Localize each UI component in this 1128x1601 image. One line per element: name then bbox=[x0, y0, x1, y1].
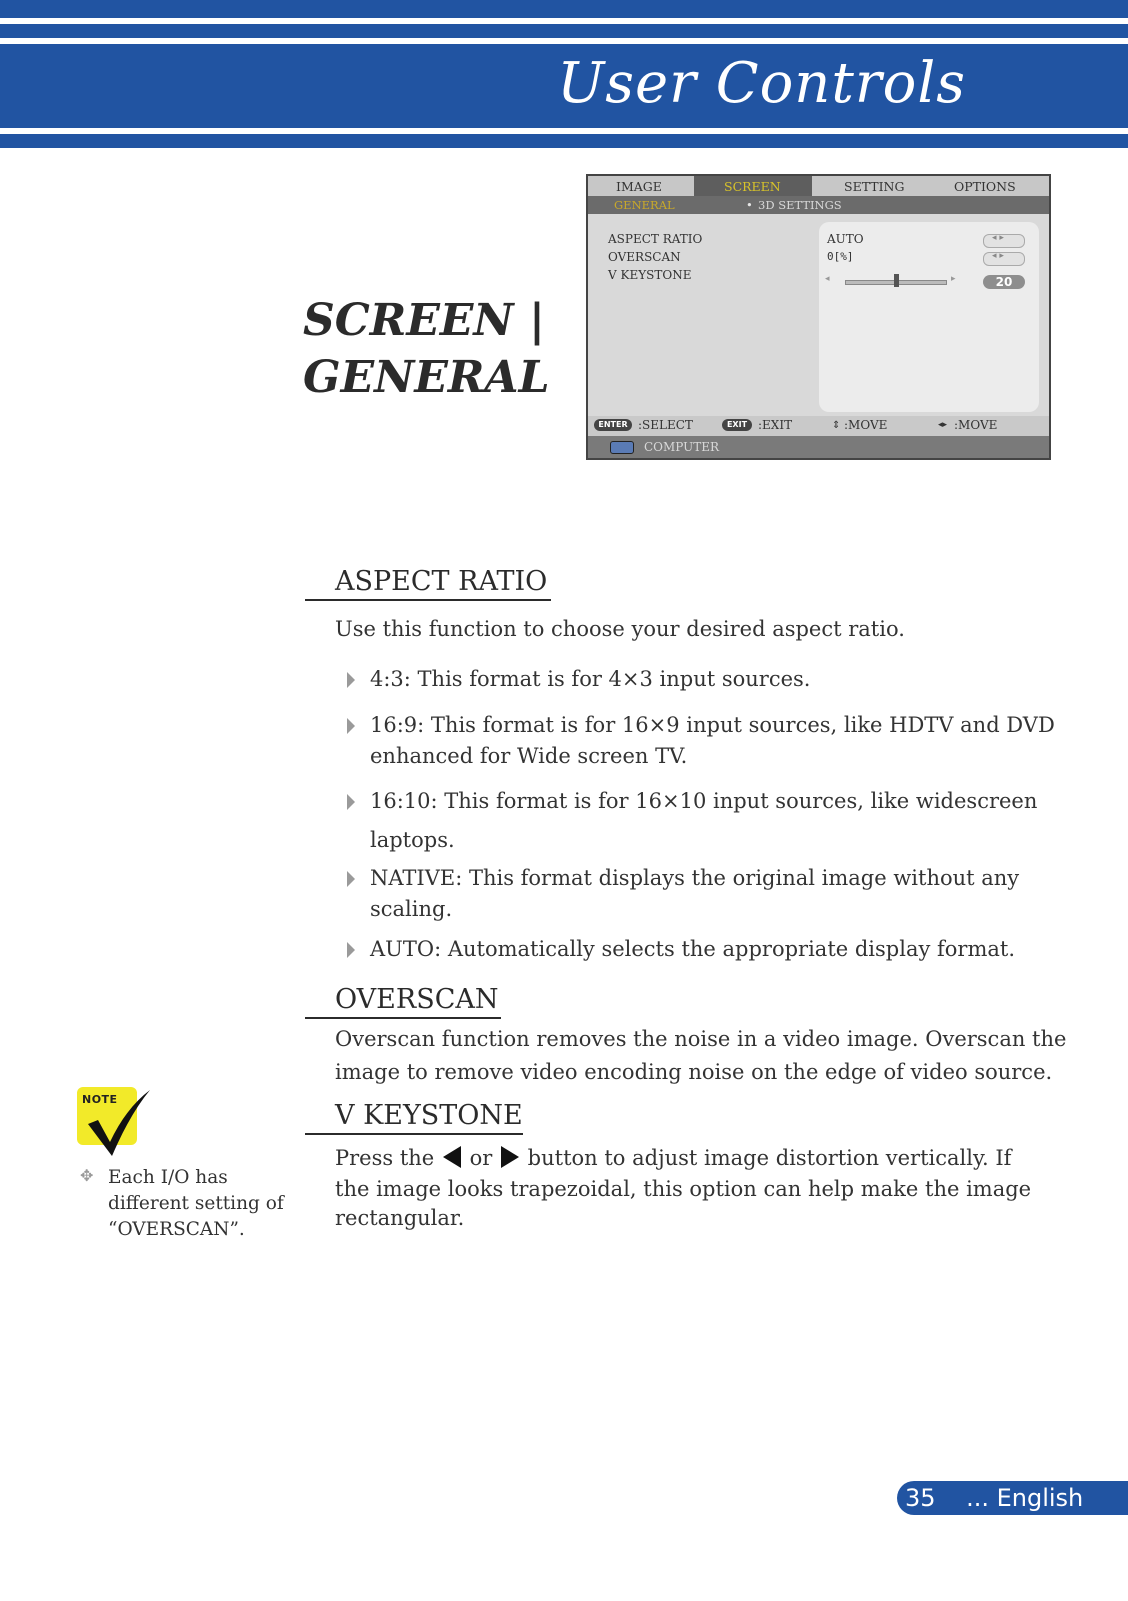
section-title-line1: SCREEN | bbox=[303, 295, 545, 346]
page-header-title: User Controls bbox=[557, 51, 966, 116]
osd-subtab-general: GENERAL bbox=[614, 198, 675, 212]
slider-left-icon: ◂ bbox=[825, 274, 830, 284]
osd-label-v-keystone: V KEYSTONE bbox=[608, 268, 692, 282]
enter-key-icon: ENTER bbox=[594, 419, 632, 431]
bullet-dot-icon: • bbox=[746, 198, 753, 212]
osd-subtab-3d-settings: 3D SETTINGS bbox=[758, 198, 842, 212]
left-triangle-icon bbox=[443, 1146, 461, 1168]
osd-tab-options: OPTIONS bbox=[954, 179, 1016, 194]
checkmark-icon bbox=[82, 1090, 154, 1160]
footer-language: ... English bbox=[966, 1484, 1084, 1512]
osd-hint-bar bbox=[588, 416, 1049, 436]
osd-value-aspect-ratio: AUTO bbox=[827, 232, 864, 246]
v-keystone-text-line2: the image looks trapezoidal, this option can help make the image bbox=[335, 1177, 1032, 1201]
right-triangle-icon bbox=[501, 1146, 519, 1168]
v-keystone-press-the: Press the bbox=[335, 1146, 435, 1170]
page-number: 35 bbox=[905, 1484, 936, 1512]
aspect-ratio-bullet-16-9: 16:9: This format is for 16×9 input sources, like HDTV and DVD bbox=[370, 713, 1055, 737]
note-text-line3: “OVERSCAN”. bbox=[108, 1219, 245, 1240]
aspect-ratio-bullet-native-cont: scaling. bbox=[370, 897, 453, 921]
osd-tab-bar bbox=[588, 176, 1049, 196]
header-stripe-mid bbox=[0, 24, 1128, 38]
osd-value-panel bbox=[819, 222, 1039, 412]
osd-hint-move-vertical: :MOVE bbox=[844, 418, 888, 432]
note-text-line2: different setting of bbox=[108, 1193, 284, 1214]
osd-value-v-keystone: 20 bbox=[983, 275, 1025, 289]
osd-tab-image: IMAGE bbox=[616, 179, 662, 194]
osd-label-aspect-ratio: ASPECT RATIO bbox=[608, 232, 703, 246]
aspect-ratio-intro: Use this function to choose your desired aspect ratio. bbox=[335, 617, 905, 641]
aspect-ratio-bullet-16-9-cont: enhanced for Wide screen TV. bbox=[370, 744, 688, 768]
slider-right-icon: ▸ bbox=[951, 274, 956, 284]
v-keystone-text-line3: rectangular. bbox=[335, 1206, 465, 1230]
osd-source-label: COMPUTER bbox=[644, 440, 720, 454]
bullet-arrow-icon bbox=[347, 672, 355, 688]
note-label: NOTE bbox=[82, 1093, 118, 1106]
heading-underline bbox=[305, 599, 551, 601]
osd-tab-setting: SETTING bbox=[844, 179, 905, 194]
osd-menu-screenshot bbox=[586, 174, 1051, 460]
overscan-text-line2: image to remove video encoding noise on the edge of video source. bbox=[335, 1060, 1053, 1084]
aspect-ratio-bullet-auto: AUTO: Automatically selects the appropriate display format. bbox=[370, 937, 1016, 961]
note-text bbox=[108, 1165, 293, 1243]
section-title-line2: GENERAL bbox=[303, 352, 550, 403]
osd-hint-move-horizontal: :MOVE bbox=[954, 418, 998, 432]
overscan-text-line1: Overscan function removes the noise in a video image. Overscan the bbox=[335, 1027, 1067, 1051]
heading-aspect-ratio: ASPECT RATIO bbox=[335, 566, 548, 597]
left-right-arrows-icon bbox=[983, 234, 1025, 248]
heading-underline bbox=[305, 1017, 501, 1019]
osd-hint-exit: :EXIT bbox=[758, 418, 793, 432]
aspect-ratio-bullet-16-10: 16:10: This format is for 16×10 input sources, like widescreen bbox=[370, 789, 1038, 813]
heading-overscan: OVERSCAN bbox=[335, 984, 499, 1015]
aspect-ratio-bullet-4-3: 4:3: This format is for 4×3 input sources. bbox=[370, 667, 811, 691]
osd-label-overscan: OVERSCAN bbox=[608, 250, 681, 264]
bullet-arrow-icon bbox=[347, 942, 355, 958]
bullet-arrow-icon bbox=[347, 871, 355, 887]
bullet-arrow-icon bbox=[347, 718, 355, 734]
v-keystone-text-line1 bbox=[335, 1143, 1011, 1174]
header-stripe-top bbox=[0, 0, 1128, 18]
osd-hint-select: :SELECT bbox=[638, 418, 693, 432]
v-keystone-button-text: button to adjust image distortion vertically. If bbox=[527, 1146, 1012, 1170]
osd-subtab-bar bbox=[588, 196, 1049, 214]
up-down-arrows-icon: ⇕ bbox=[832, 420, 841, 431]
osd-keystone-slider-knob bbox=[894, 274, 899, 287]
heading-v-keystone: V KEYSTONE bbox=[335, 1100, 523, 1131]
bullet-arrow-icon bbox=[347, 794, 355, 810]
note-text-line1: Each I/O has bbox=[108, 1167, 228, 1188]
vga-port-icon bbox=[610, 441, 634, 454]
osd-source-bar bbox=[588, 436, 1049, 458]
heading-underline bbox=[305, 1133, 523, 1135]
header-stripe-bottom bbox=[0, 134, 1128, 148]
diamond-bullet-icon: ✥ bbox=[80, 1166, 94, 1185]
osd-value-overscan: 0[%] bbox=[827, 250, 854, 263]
footer-text bbox=[905, 1481, 1083, 1515]
section-title bbox=[303, 292, 550, 406]
aspect-ratio-bullet-16-10-cont: laptops. bbox=[370, 828, 455, 852]
v-keystone-or: or bbox=[469, 1146, 493, 1170]
osd-tab-screen: SCREEN bbox=[724, 179, 781, 194]
left-right-arrows-icon: ◂▸ bbox=[938, 420, 948, 430]
aspect-ratio-bullet-native: NATIVE: This format displays the original image without any bbox=[370, 866, 1020, 890]
left-right-arrows-icon bbox=[983, 252, 1025, 266]
exit-key-icon: EXIT bbox=[722, 419, 752, 431]
